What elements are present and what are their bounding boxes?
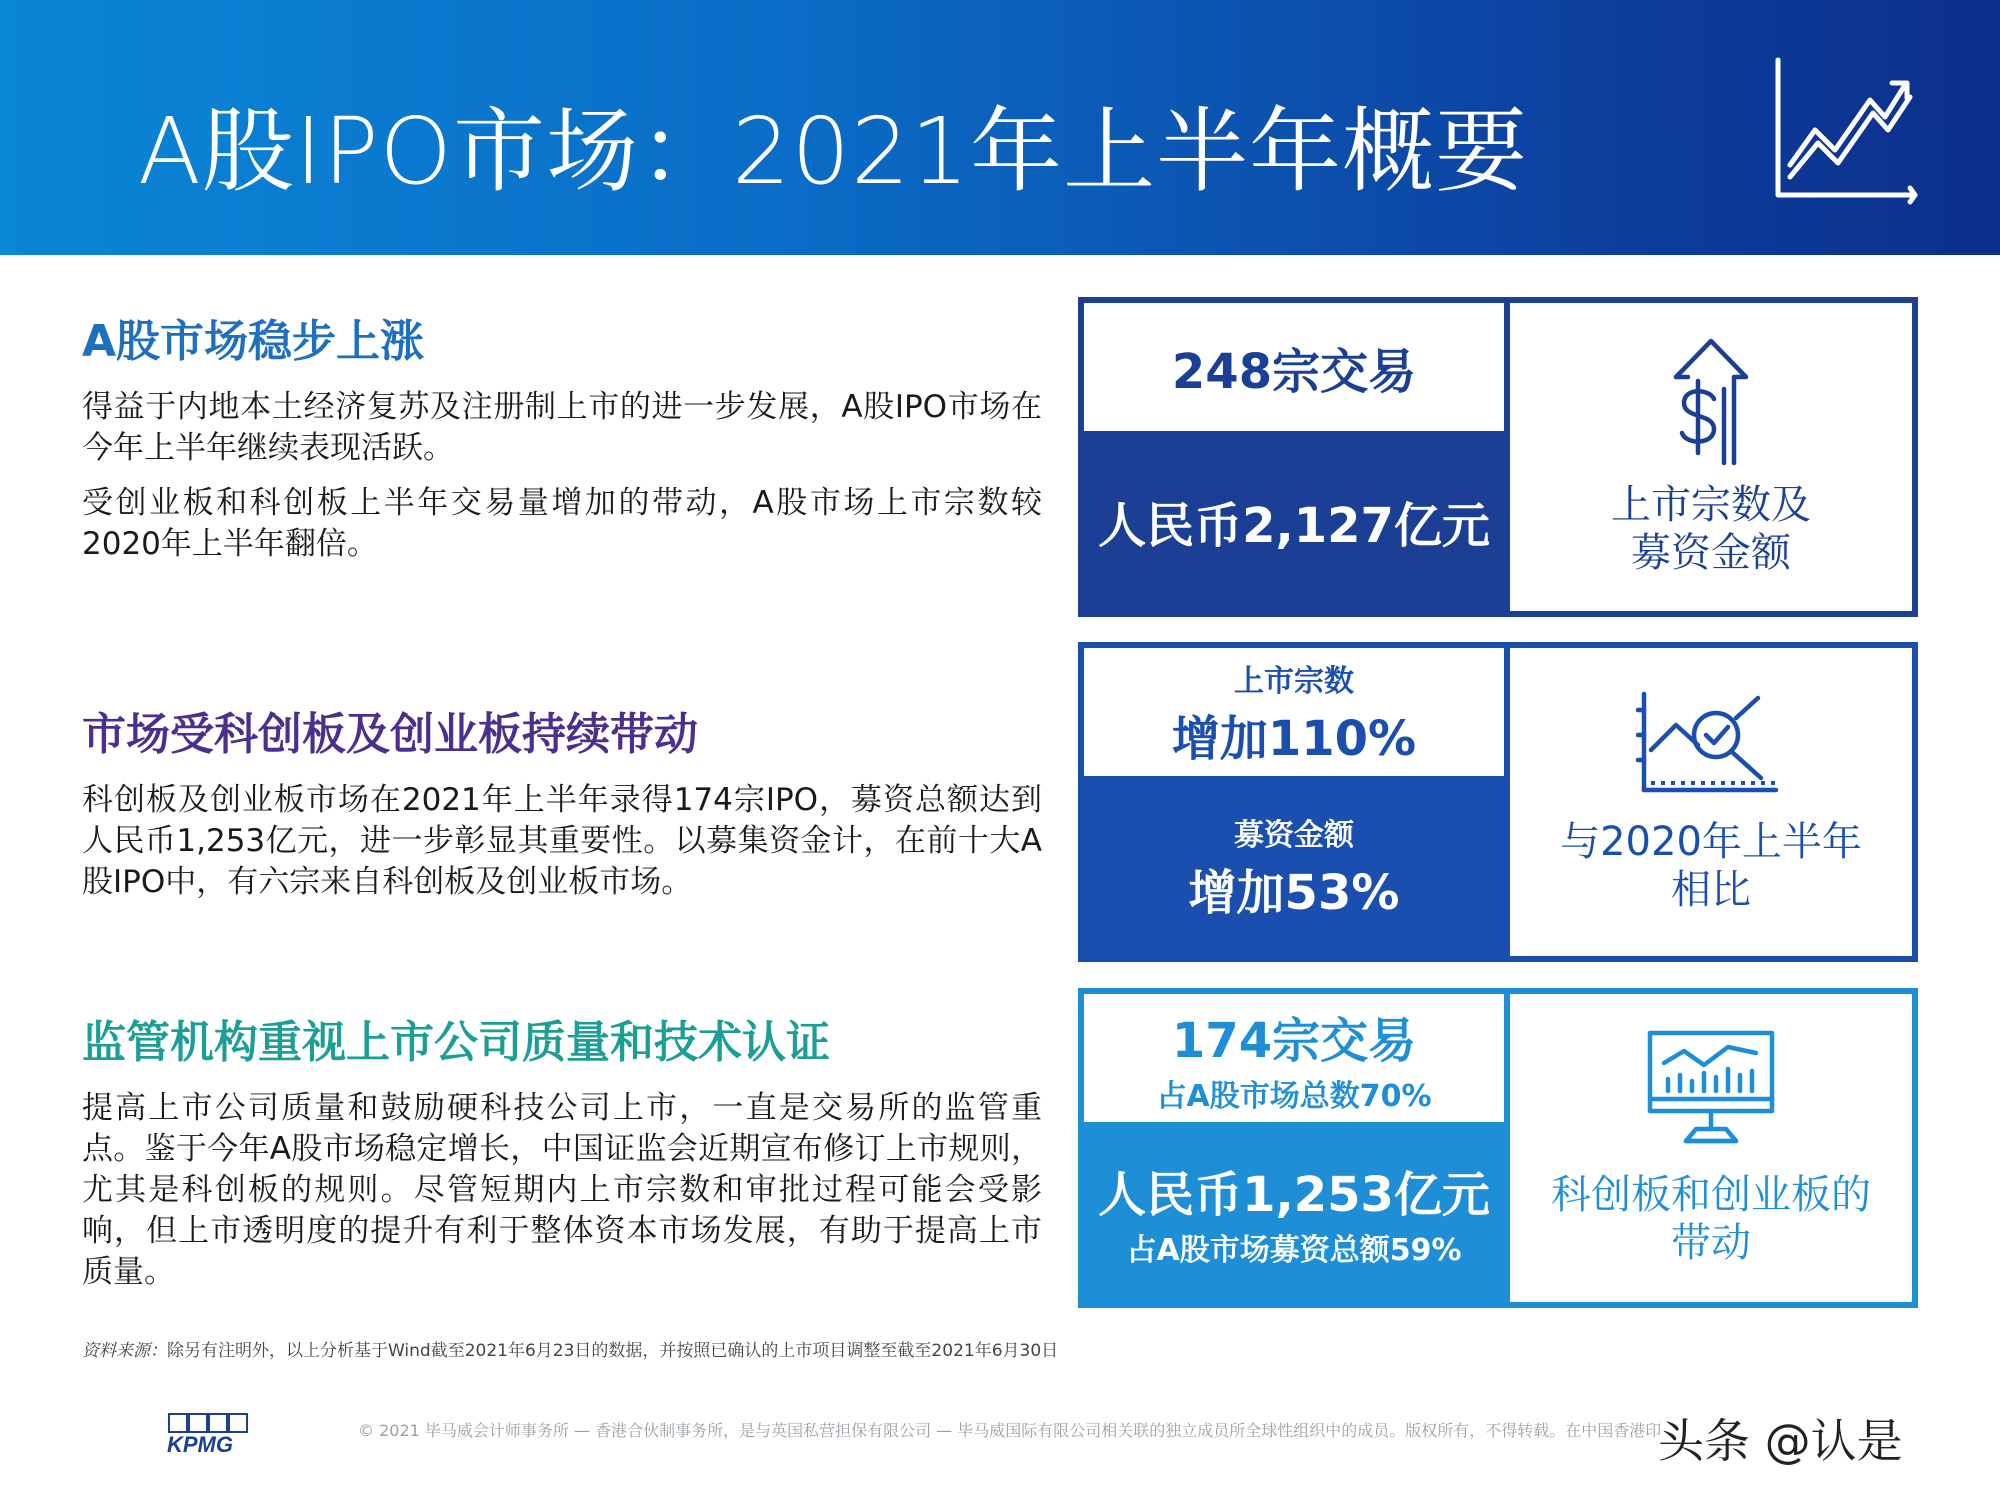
- monitor-chart-icon: [1646, 1029, 1776, 1149]
- panel-caption-cell: [1504, 994, 1912, 1302]
- section-star-board: [82, 698, 1042, 917]
- panel-caption-line: 上市宗数及: [1611, 482, 1811, 528]
- section-heading: A股市场稳步上涨: [82, 316, 425, 367]
- panel-caption-line: 带动: [1671, 1220, 1751, 1266]
- stat-panel-comparison: [1078, 642, 1918, 962]
- listing-count-change: 增加110%: [1171, 710, 1417, 767]
- fund-amount: 人民币1,253亿元: [1098, 1166, 1490, 1223]
- panel-caption-cell: [1504, 648, 1912, 956]
- listing-count-label: 上市宗数: [1234, 663, 1354, 699]
- source-note: [82, 1336, 1058, 1361]
- panel-top-cell: [1084, 648, 1504, 776]
- fund-share: 占A股市场募资总额59%: [1126, 1232, 1462, 1268]
- section-heading: 监管机构重视上市公司质量和技术认证: [82, 1017, 830, 1068]
- panel-caption-line: 与2020年上半年: [1560, 819, 1862, 865]
- section-paragraph: 提高上市公司质量和鼓励硬科技公司上市，一直是交易所的监管重点。鉴于今年A股市场稳定增长，中国证监会近期宣布修订上市规则，尤其是科创板的规则。尽管短期内上市宗数和审批过程可能会受影响，但上市透明度的提升有利于整体资本市场发展，有助于提高上市质量。: [82, 1090, 1042, 1290]
- watermark: 头条 @认是: [1658, 1414, 1903, 1468]
- section-regulation: [82, 1006, 1042, 1307]
- panel-bottom-cell: [1084, 431, 1504, 611]
- kpmg-logo: [165, 1412, 257, 1456]
- source-text: 除另有注明外，以上分析基于Wind截至2021年6月23日的数据，并按照已确认的上市项目调整至截至2021年6月30日: [167, 1341, 1059, 1361]
- fund-amount-change: 增加53%: [1188, 864, 1400, 921]
- source-label: 资料来源：: [82, 1341, 167, 1361]
- deal-count: 174宗交易: [1171, 1012, 1417, 1069]
- fund-amount-label: 募资金额: [1234, 817, 1354, 853]
- copyright-footer: © 2021 毕马威会计师事务所 — 香港合伙制事务所，是与英国私营担保有限公司 — 毕马威国际有限公司相关联的独立成员所全球性组织中的成员。版权所有，不得转载。在中国香港印: [358, 1421, 1662, 1440]
- section-paragraph: 受创业板和科创板上半年交易量增加的带动，A股市场上市宗数较2020年上半年翻倍。: [82, 485, 1042, 562]
- section-heading: 市场受科创板及创业板持续带动: [82, 709, 698, 760]
- panel-caption-line: 募资金额: [1631, 530, 1791, 576]
- panel-bottom-cell: [1084, 776, 1504, 956]
- chart-magnifier-icon: [1636, 690, 1786, 800]
- panel-caption-line: 科创板和创业板的: [1551, 1172, 1871, 1218]
- svg-text:KPMG: KPMG: [167, 1432, 233, 1456]
- panel-caption-cell: [1504, 303, 1912, 611]
- section-paragraph: 得益于内地本土经济复苏及注册制上市的进一步发展，A股IPO市场在今年上半年继续表现活跃。: [82, 389, 1042, 466]
- deal-count: 248宗交易: [1171, 343, 1417, 400]
- section-market-rise: [82, 305, 1042, 579]
- header-banner: [0, 0, 2000, 255]
- page-title: A股IPO市场：2021年上半年概要: [138, 98, 1529, 205]
- panel-caption-line: 相比: [1671, 867, 1751, 913]
- panel-top-cell: [1084, 303, 1504, 431]
- stat-panel-star-board: [1078, 988, 1918, 1308]
- fund-amount: 人民币2,127亿元: [1098, 497, 1490, 554]
- line-chart-icon: [1770, 55, 1920, 205]
- dollar-up-arrow-icon: [1666, 337, 1756, 467]
- deal-share: 占A股市场总数70%: [1156, 1078, 1432, 1114]
- panel-bottom-cell: [1084, 1122, 1504, 1302]
- section-paragraph: 科创板及创业板市场在2021年上半年录得174宗IPO，募资总额达到人民币1,253亿元，进一步彰显其重要性。以募集资金计，在前十大A股IPO中，有六宗来自科创板及创业板市场。: [82, 782, 1042, 900]
- stat-panel-total: [1078, 297, 1918, 617]
- panel-top-cell: [1084, 994, 1504, 1122]
